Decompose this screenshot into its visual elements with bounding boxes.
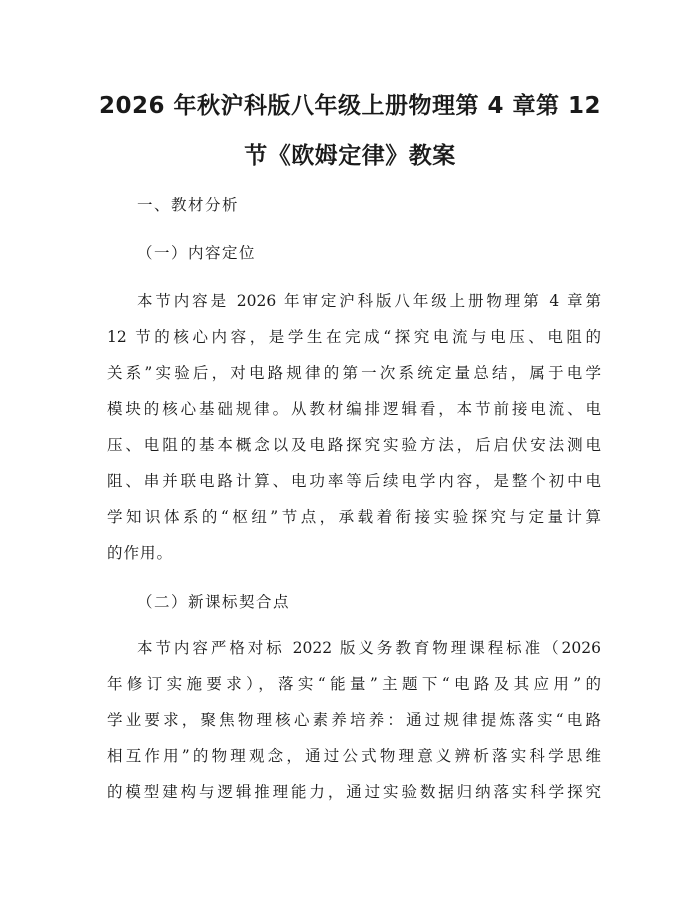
paragraph-2-line: 学业要求，聚焦物理核心素养培养：通过规律提炼落实“电路 <box>107 711 601 729</box>
subsection-heading-curriculum-alignment: （二）新课标契合点 <box>137 593 291 611</box>
paragraph-1-line: 12 节的核心内容，是学生在完成“探究电流与电压、电阻的 <box>107 328 601 346</box>
subsection-heading-content-positioning: （一）内容定位 <box>137 244 257 262</box>
paragraph-1-line: 本节内容是 2026 年审定沪科版八年级上册物理第 4 章第 <box>137 292 601 310</box>
document-title-line-1: 2026 年秋沪科版八年级上册物理第 4 章第 12 <box>98 93 602 119</box>
section-heading-textbook-analysis: 一、教材分析 <box>137 196 240 214</box>
paragraph-1-line: 模块的核心基础规律。从教材编排逻辑看，本节前接电流、电 <box>107 400 601 418</box>
paragraph-1-line: 阻、串并联电路计算、电功率等后续电学内容，是整个初中电 <box>107 472 601 490</box>
paragraph-1-line: 关系”实验后，对电路规律的第一次系统定量总结，属于电学 <box>107 364 601 382</box>
paragraph-1-line: 的作用。 <box>107 544 174 562</box>
paragraph-2-line: 相互作用”的物理观念，通过公式物理意义辨析落实科学思维 <box>107 747 601 765</box>
paragraph-1-line: 学知识体系的“枢纽”节点，承载着衔接实验探究与定量计算 <box>107 508 601 526</box>
paragraph-2-line: 的模型建构与逻辑推理能力，通过实验数据归纳落实科学探究 <box>107 783 601 801</box>
paragraph-1-line: 压、电阻的基本概念以及电路探究实验方法，后启伏安法测电 <box>107 436 601 454</box>
document-title-line-2: 节《欧姆定律》教案 <box>244 143 456 169</box>
paragraph-2-line: 年修订实施要求），落实“能量”主题下“电路及其应用”的 <box>107 675 601 693</box>
paragraph-2-line: 本节内容严格对标 2022 版义务教育物理课程标准（2026 <box>137 639 601 657</box>
